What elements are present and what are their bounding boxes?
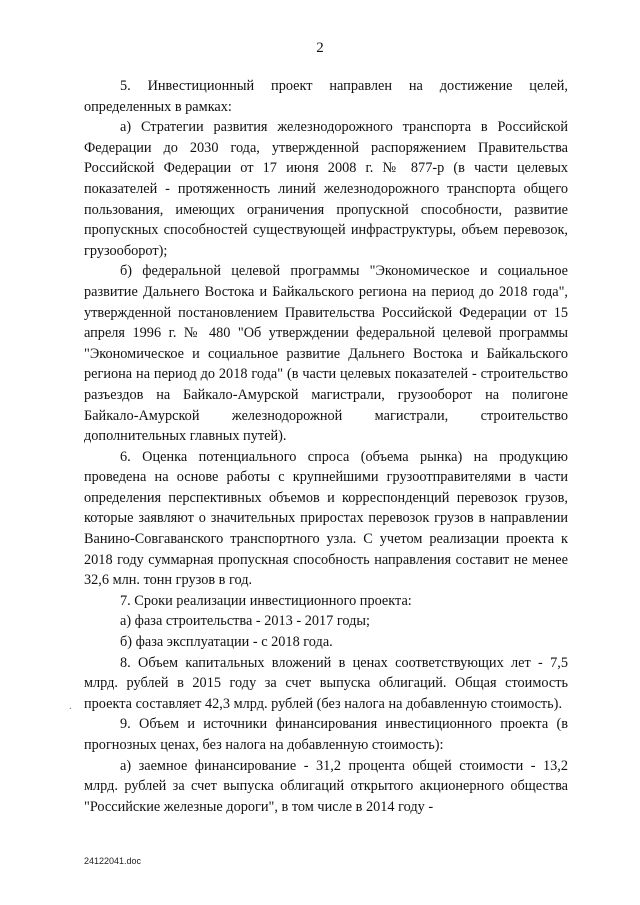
paragraph-9a: а) заемное финансирование - 31,2 процента общей стоимости - 13,2 млрд. рублей за счет выпуска облигаций открытого акционерного общества "Российские железные дороги", в том числе в 2014 году - bbox=[84, 757, 568, 815]
paragraph-7: 7. Сроки реализации инвестиционного проекта: bbox=[120, 592, 412, 609]
paragraph-6: 6. Оценка потенциального спроса (объема рынка) на продукцию проведена на основе работы с крупнейшими грузоотправителями в части определения перспективных объемов и корреспонденций перевозок грузов, которые заявляют о значительных приростах перевозок грузов в направлении Ванино-Совгаванского транспортного узла. С учетом реализации проекта к 2018 году суммарная пропускная способность направления составит не менее 32,6 млн. тонн грузов в год. bbox=[84, 448, 568, 589]
paragraph-8: 8. Объем капитальных вложений в ценах соответствующих лет - 7,5 млрд. рублей в 2015 году за счет выпуска облигаций. Общая стоимость проекта составляет 42,3 млрд. рублей (без налога на добавленную стоимость). bbox=[84, 654, 568, 712]
paragraph-5b: б) федеральной целевой программы "Экономическое и социальное развитие Дальнего Востока и Байкальского региона на период до 2018 года", утвержденной постановлением Правительства Российской Федерации от 15 апреля 1996 г. № 480 "Об утверждении федеральной целевой программы "Экономическое и социальное развитие Дальнего Востока и Байкальского региона на период до 2018 года" (в части целевых показателей - строительство разъездов на Байкало-Амурской магистрали, грузооборот на полигоне Байкало-Амурской железнодорожной магистрали, строительство дополнительных главных путей). bbox=[84, 263, 568, 445]
paragraph-7a: а) фаза строительства - 2013 - 2017 годы; bbox=[120, 613, 370, 630]
document-body bbox=[84, 76, 568, 817]
paragraph-5: 5. Инвестиционный проект направлен на достижение целей, определенных в рамках: bbox=[84, 78, 568, 115]
paragraph-9: 9. Объем и источники финансирования инвестиционного проекта (в прогнозных ценах, без налога на добавленную стоимость): bbox=[84, 716, 568, 753]
margin-mark: . bbox=[69, 700, 72, 712]
paragraph-7b: б) фаза эксплуатации - с 2018 года. bbox=[120, 634, 333, 651]
footer-filename: 24122041.doc bbox=[84, 856, 142, 866]
paragraph-5a: а) Стратегии развития железнодорожного транспорта в Российской Федерации до 2030 года, утвержденной распоряжением Правительства Российской Федерации от 17 июня 2008 г. № 877-р (в части целевых показателей - протяженность линий железнодорожного транспорта общего пользования, имеющих ограничения пропускной способности, развитие пропускных способностей существующей инфраструктуры, объем перевозок, грузооборот); bbox=[84, 119, 568, 259]
page-number: 2 bbox=[316, 40, 324, 56]
